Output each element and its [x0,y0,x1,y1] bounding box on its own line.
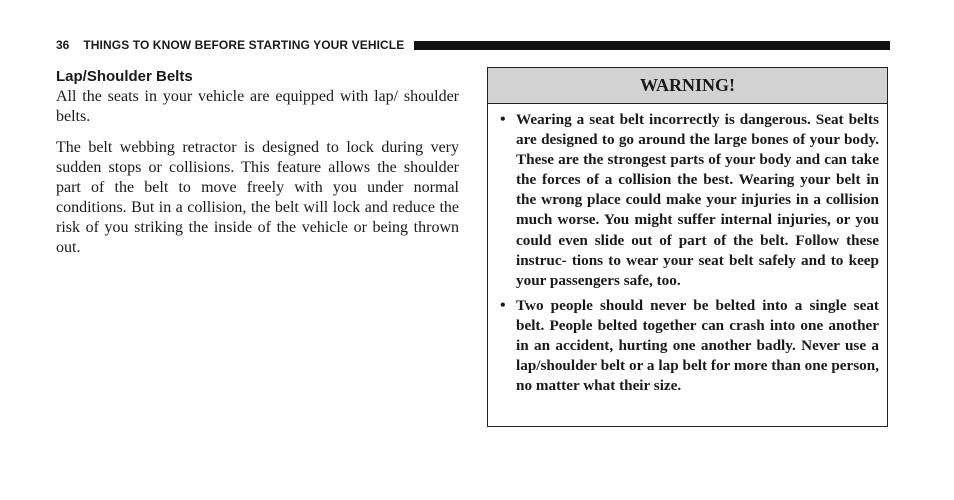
bullet-icon: • [500,296,506,314]
warning-list [488,104,887,396]
warning-title: WARNING! [488,68,887,104]
paragraph: The belt webbing retractor is designed to lock during very sudden stops or collisions. This feature allows the shoulder part of the belt to move freely with you under normal conditions. But in a collision, the belt will lock and reduce the risk of you striking the inside of the vehicle or being thrown out. [56,139,459,256]
warning-item-text: Wearing a seat belt incorrectly is dangerous. Seat belts are designed to go around the large bones of your body. These are the strongest parts of your body and can take the forces of a collision the best. Wearing your belt in the wrong place could make your injuries in a collision much worse. You might suffer internal injuries, or you could even slide out of part of the belt. Follow these instruc- tions to wear your seat belt safely and to keep your passengers safe, too. [516,111,879,289]
paragraph: All the seats in your vehicle are equipped with lap/ shoulder belts. [56,88,459,125]
left-column [56,67,459,269]
bullet-icon: • [500,111,506,128]
header-rule [414,41,890,50]
section-title: THINGS TO KNOW BEFORE STARTING YOUR VEHICLE [83,38,405,52]
warning-item-text: Two people should never be belted into a single seat belt. People belted together can crash into one another in an accident, hurting one another badly. Never use a lap/shoulder belt or a lap belt for more than one person, no matter what their size. [516,296,879,395]
list-item [500,296,879,396]
warning-box [487,67,888,427]
page-number: 36 [56,38,70,52]
page-header [56,37,890,53]
subheading: Lap/Shoulder Belts [56,68,193,85]
list-item [500,110,879,291]
